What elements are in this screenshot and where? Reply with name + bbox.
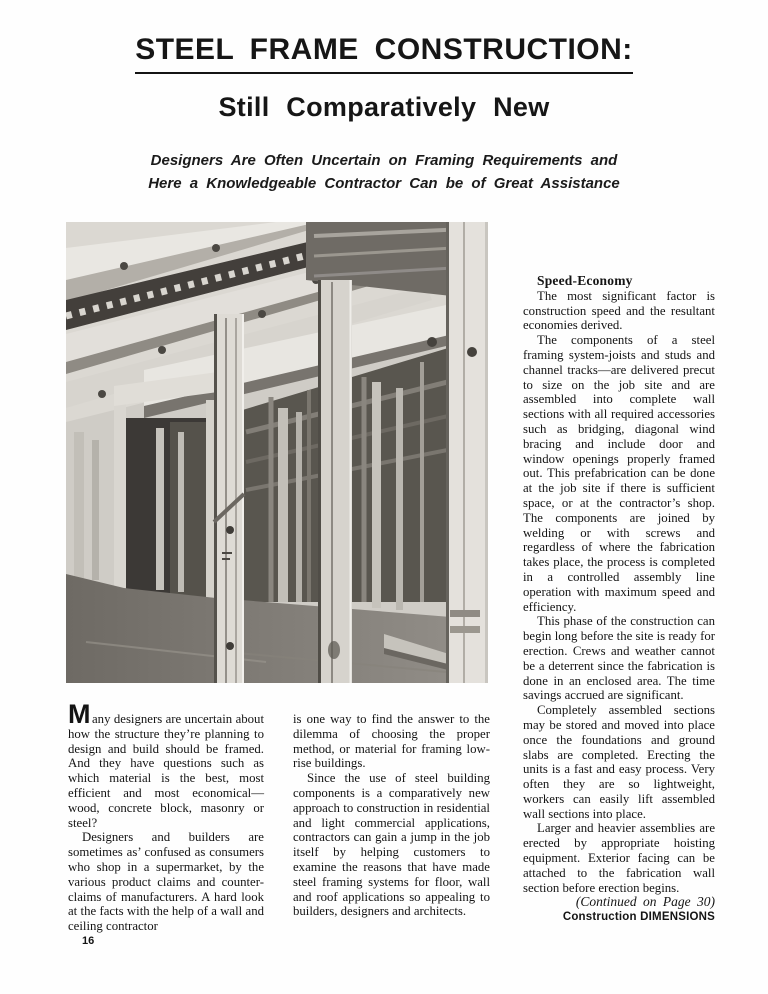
section-heading: Speed-Economy (537, 273, 633, 288)
paragraph: Designers and builders are sometimes as’ confused as consumers who shop in a supermarket, by the various product claims and counter-claims of manufacturers. A hard look at the facts with the help of a wall and ceiling contractor (68, 830, 264, 934)
paragraph: The components of a steel framing system-joists and studs and channel tracks—are delivered precut to size on the job site and are assembled into complete wall sections with all required accessories such as bridging, diagonal wind bracing and include door and window openings properly framed out. This prefabrication can be done at the job site if there is sufficient space, or at the contractor’s shop. The components are joined by welding or with screws and regardless of where the fabrication takes place, the process is completed in a controlled assembly line operation with maximum speed and efficiency. (523, 333, 715, 614)
paragraph: is one way to find the answer to the dilemma of choosing the proper method, or material for framing low-rise buildings. (293, 712, 490, 771)
column-left (68, 699, 264, 949)
steel-framing-photo (66, 222, 488, 683)
paragraph: This phase of the construction can begin long before the site is ready for erection. Crews and weather cannot be a deterrent since the fabrication is done in an enclosed area. The time savings accrued are significant. (523, 614, 715, 703)
steel-framing-photo-art (66, 222, 488, 683)
paragraph: Larger and heavier assemblies are erected by appropriate hoisting equipment. Exterior facing can be attached to the fabrication wall section before erection begins. (523, 821, 715, 895)
paragraph (68, 699, 264, 830)
continued-note: (Continued on Page 30) (575, 894, 715, 910)
page-number: 16 (82, 934, 95, 947)
journal-footer: Construction DIMENSIONS (562, 911, 715, 924)
dropcap-initial: M (68, 699, 91, 729)
page-title: STEEL FRAME CONSTRUCTION: (135, 34, 633, 74)
deck-line-1: Designers Are Often Uncertain on Framing Requirements and (150, 151, 618, 169)
paragraph: Since the use of steel building components is a comparatively new approach to construction in residential and light commercial applications, contractors can gain a jump in the job itself by helping customers to examine the reasons that have made steel framing systems for floor, wall and roof applications so appealing to builders, designers and architects. (293, 771, 490, 919)
deck-line-2: Here a Knowledgeable Contractor Can be of Great Assistance (148, 174, 620, 192)
page-subtitle: Still Comparatively New (218, 91, 550, 122)
paragraph-text: any designers are uncertain about how the structure they’re planning to design and build should be framed. And they have questions such as which material is the best, most efficient and most economical—wood, concrete block, masonry or steel? (68, 712, 264, 830)
masthead (0, 0, 768, 195)
column-middle (293, 712, 490, 919)
column-right (523, 274, 715, 925)
paragraph: The most significant factor is construction speed and the resultant economies derived. (523, 288, 715, 333)
deck (0, 149, 768, 195)
paragraph: Completely assembled sections may be stored and moved into place once the foundations and ground slabs are completed. Erecting the units is a fast and easy process. Very often they are so lightweight, workers can easily lift assembled wall sections into place. (523, 703, 715, 821)
